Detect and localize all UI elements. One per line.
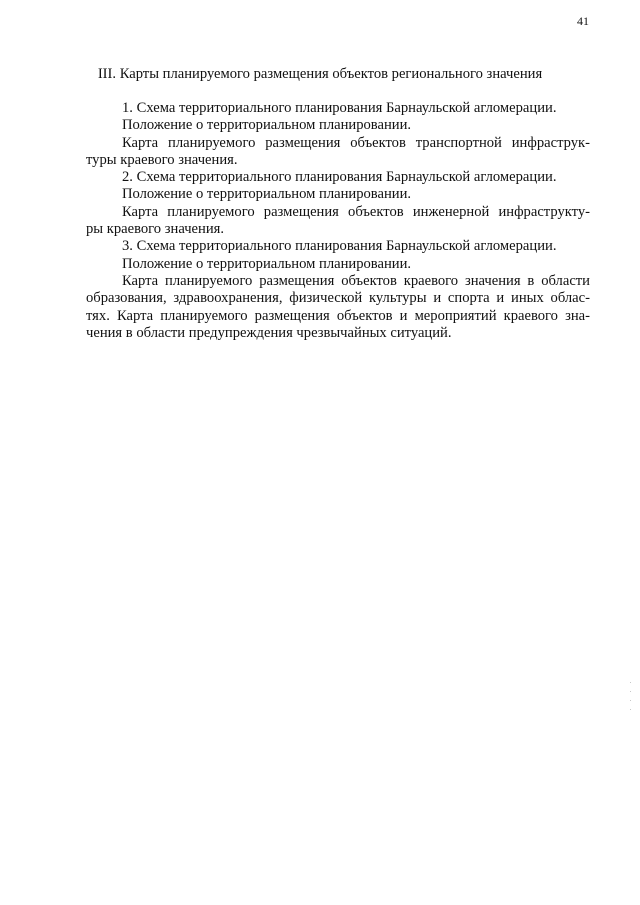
- text-line: Положение о территориальном планировании.: [122, 255, 412, 272]
- document-body: [86, 100, 590, 342]
- text-line: чения в области предупреждения чрезвычайных ситуаций.: [86, 324, 452, 341]
- text-line: 3. Схема территориального планирования Барнаульской агломерации.: [122, 238, 557, 255]
- page-number: 41: [577, 14, 589, 28]
- text-line: Карта планируемого размещения объектов транспортной инфраструк-: [122, 134, 590, 151]
- text-line: ры краевого значения.: [86, 221, 225, 238]
- scan-artifact-marks: [630, 682, 632, 722]
- text-line: 2. Схема территориального планирования Барнаульской агломерации.: [122, 169, 557, 186]
- text-line: 1. Схема территориального планирования Барнаульской агломерации.: [122, 100, 557, 116]
- text-line: тях. Карта планируемого размещения объектов и мероприятий краевого зна-: [86, 307, 590, 324]
- text-line: образования, здравоохранения, физической культуры и спорта и иных облас-: [86, 290, 590, 307]
- text-line: Карта планируемого размещения объектов краевого значения в области: [122, 272, 590, 289]
- text-line: туры краевого значения.: [86, 151, 238, 168]
- section-title: III. Карты планируемого размещения объектов регионального значения: [97, 66, 543, 82]
- text-line: Положение о территориальном планировании.: [122, 117, 412, 134]
- text-line: Положение о территориальном планировании.: [122, 186, 412, 203]
- text-line: Карта планируемого размещения объектов инженерной инфраструкту-: [122, 203, 590, 220]
